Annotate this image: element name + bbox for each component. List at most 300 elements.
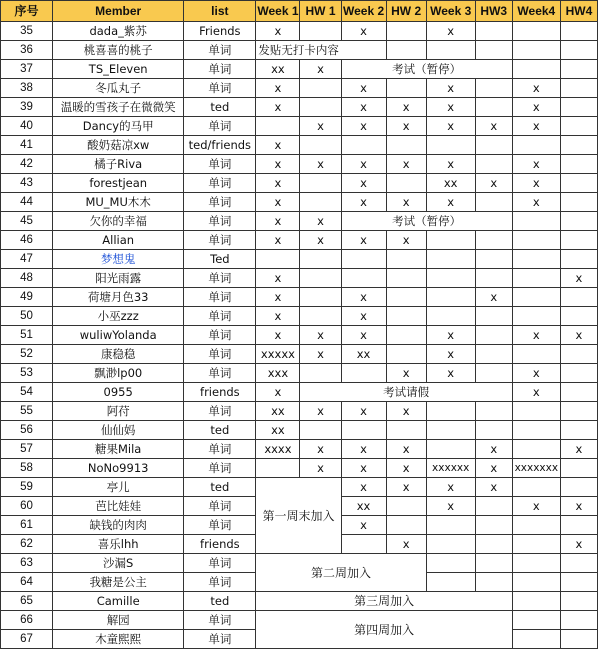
table-row — [1, 269, 598, 288]
cell-week4: x — [512, 117, 560, 136]
row-index: 36 — [1, 41, 53, 60]
row-index: 64 — [1, 573, 53, 592]
row-index: 35 — [1, 22, 53, 41]
cell-hw1 — [300, 250, 341, 269]
header-row — [1, 1, 598, 22]
cell-hw4 — [560, 155, 597, 174]
member-name: 荷塘月色33 — [53, 288, 184, 307]
table-row — [1, 250, 598, 269]
member-name: 木童熙熙 — [53, 630, 184, 649]
cell-week1: x — [256, 193, 300, 212]
row-index: 55 — [1, 402, 53, 421]
member-name: 欠你的幸福 — [53, 212, 184, 231]
cell-week1: x — [256, 269, 300, 288]
cell-week1: xx — [256, 421, 300, 440]
table-row — [1, 136, 598, 155]
cell-week1: x — [256, 307, 300, 326]
row-note: 考试请假 — [300, 383, 512, 402]
cell-week4 — [512, 269, 560, 288]
cell-week2 — [341, 136, 386, 155]
table-row — [1, 611, 598, 630]
cell-week4 — [512, 307, 560, 326]
member-name: forestjean — [53, 174, 184, 193]
cell-hw4 — [560, 402, 597, 421]
week1-join-note: 第一周末加入 — [256, 478, 341, 554]
cell-week1: x — [256, 383, 300, 402]
cell-week2: x — [341, 440, 386, 459]
member-name: Allian — [53, 231, 184, 250]
cell-hw4 — [560, 212, 597, 231]
row-index: 60 — [1, 497, 53, 516]
row-note: 发贴无打卡内容 — [256, 41, 386, 60]
cell-week2: x — [341, 98, 386, 117]
cell-hw1 — [300, 136, 341, 155]
row-index: 51 — [1, 326, 53, 345]
member-name: 康稳稳 — [53, 345, 184, 364]
cell-week3 — [426, 307, 475, 326]
cell-hw2: x — [386, 155, 426, 174]
member-name: 小巫zzz — [53, 307, 184, 326]
cell-hw2 — [386, 250, 426, 269]
cell-hw1 — [300, 98, 341, 117]
cell-hw2: x — [386, 231, 426, 250]
cell-week2 — [341, 364, 386, 383]
table-row — [1, 155, 598, 174]
row-index: 39 — [1, 98, 53, 117]
cell-hw3 — [475, 326, 512, 345]
cell-week3 — [426, 573, 475, 592]
cell-week2: xx — [341, 345, 386, 364]
member-name: 亭儿 — [53, 478, 184, 497]
col-header-week1: Week 1 — [256, 1, 300, 22]
cell-hw1: x — [300, 326, 341, 345]
member-name: 糖果Mila — [53, 440, 184, 459]
cell-hw2 — [386, 288, 426, 307]
table-row — [1, 60, 598, 79]
list-type: 单词 — [184, 231, 256, 250]
cell-week2: x — [341, 22, 386, 41]
cell-week2: x — [341, 459, 386, 478]
cell-hw4 — [560, 307, 597, 326]
cell-hw2 — [386, 516, 426, 535]
cell-week3 — [426, 136, 475, 155]
cell-hw2 — [386, 174, 426, 193]
cell-week3: x — [426, 326, 475, 345]
cell-week2: x — [341, 155, 386, 174]
cell-hw3 — [475, 155, 512, 174]
cell-hw4 — [560, 630, 597, 649]
list-type: 单词 — [184, 307, 256, 326]
cell-week4: x — [512, 326, 560, 345]
col-header-hw4: HW4 — [560, 1, 597, 22]
cell-hw1: x — [300, 231, 341, 250]
list-type: 单词 — [184, 212, 256, 231]
cell-week4: x — [512, 497, 560, 516]
cell-hw4: x — [560, 440, 597, 459]
cell-hw1 — [300, 79, 341, 98]
cell-hw4 — [560, 193, 597, 212]
row-note: 考试（暂停） — [341, 212, 512, 231]
cell-week1: x — [256, 212, 300, 231]
cell-hw4 — [560, 250, 597, 269]
col-header-member: Member — [53, 1, 184, 22]
list-type: 单词 — [184, 288, 256, 307]
cell-week1: x — [256, 98, 300, 117]
cell-hw2: x — [386, 459, 426, 478]
cell-hw3 — [475, 554, 512, 573]
cell-week2: x — [341, 79, 386, 98]
row-index: 44 — [1, 193, 53, 212]
col-header-hw1: HW 1 — [300, 1, 341, 22]
table-row — [1, 307, 598, 326]
cell-week4 — [512, 535, 560, 554]
list-type: ted — [184, 478, 256, 497]
cell-week4 — [512, 554, 560, 573]
cell-week3: x — [426, 478, 475, 497]
cell-hw4 — [560, 459, 597, 478]
cell-week2 — [341, 269, 386, 288]
list-type: 单词 — [184, 364, 256, 383]
cell-week3: x — [426, 497, 475, 516]
cell-week3: x — [426, 364, 475, 383]
row-index: 38 — [1, 79, 53, 98]
list-type: 单词 — [184, 516, 256, 535]
cell-week3 — [426, 269, 475, 288]
cell-week3 — [426, 288, 475, 307]
col-header-week3: Week 3 — [426, 1, 475, 22]
cell-hw4 — [560, 136, 597, 155]
cell-week3: x — [426, 98, 475, 117]
table-row — [1, 326, 598, 345]
cell-hw4 — [560, 364, 597, 383]
cell-week1 — [256, 459, 300, 478]
row-index: 58 — [1, 459, 53, 478]
cell-hw2: x — [386, 364, 426, 383]
cell-hw2 — [386, 497, 426, 516]
cell-hw2 — [386, 307, 426, 326]
cell-hw1 — [300, 364, 341, 383]
table-row — [1, 79, 598, 98]
table-row — [1, 288, 598, 307]
cell-hw2: x — [386, 117, 426, 136]
member-name: MU_MU木木 — [53, 193, 184, 212]
cell-hw4: x — [560, 326, 597, 345]
cell-week1: x — [256, 326, 300, 345]
cell-hw2 — [386, 136, 426, 155]
list-type: 单词 — [184, 155, 256, 174]
cell-week2 — [341, 250, 386, 269]
table-row — [1, 41, 598, 60]
cell-week2: x — [341, 117, 386, 136]
cell-hw3 — [475, 269, 512, 288]
cell-hw4 — [560, 79, 597, 98]
table-row — [1, 554, 598, 573]
cell-week3 — [426, 402, 475, 421]
cell-hw1: x — [300, 212, 341, 231]
cell-hw2: x — [386, 440, 426, 459]
cell-week4 — [512, 212, 560, 231]
table-row — [1, 459, 598, 478]
row-index: 40 — [1, 117, 53, 136]
cell-hw3 — [475, 421, 512, 440]
cell-week3: x — [426, 155, 475, 174]
cell-hw2 — [386, 41, 426, 60]
cell-hw2 — [386, 22, 426, 41]
cell-hw4 — [560, 554, 597, 573]
member-name: dada_紫苏 — [53, 22, 184, 41]
cell-hw2: x — [386, 478, 426, 497]
list-type: ted/friends — [184, 136, 256, 155]
member-name: 酸奶菇凉xw — [53, 136, 184, 155]
cell-hw3 — [475, 22, 512, 41]
cell-week4 — [512, 516, 560, 535]
cell-week2: x — [341, 288, 386, 307]
cell-week3 — [426, 41, 475, 60]
row-index: 37 — [1, 60, 53, 79]
cell-week1: x — [256, 79, 300, 98]
member-name: 梦想鬼 — [53, 250, 184, 269]
cell-hw3 — [475, 345, 512, 364]
cell-hw1 — [300, 421, 341, 440]
row-index: 48 — [1, 269, 53, 288]
member-name: 飘渺lp00 — [53, 364, 184, 383]
list-type: friends — [184, 383, 256, 402]
cell-hw3 — [475, 79, 512, 98]
cell-hw3: x — [475, 174, 512, 193]
cell-hw3 — [475, 307, 512, 326]
table-row — [1, 592, 598, 611]
cell-hw4 — [560, 383, 597, 402]
cell-week2: xx — [341, 497, 386, 516]
cell-week3 — [426, 231, 475, 250]
cell-week4 — [512, 231, 560, 250]
list-type: 单词 — [184, 269, 256, 288]
cell-hw4 — [560, 611, 597, 630]
cell-week3 — [426, 535, 475, 554]
cell-hw3: x — [475, 288, 512, 307]
cell-hw1: x — [300, 60, 341, 79]
cell-week4 — [512, 22, 560, 41]
cell-week1: x — [256, 174, 300, 193]
cell-hw3 — [475, 402, 512, 421]
cell-hw2 — [386, 345, 426, 364]
cell-week3 — [426, 554, 475, 573]
cell-hw4: x — [560, 535, 597, 554]
cell-week4 — [512, 41, 560, 60]
member-name: 沙漏S — [53, 554, 184, 573]
cell-hw2 — [386, 269, 426, 288]
row-index: 49 — [1, 288, 53, 307]
row-index: 41 — [1, 136, 53, 155]
cell-hw3: x — [475, 440, 512, 459]
cell-week1: x — [256, 155, 300, 174]
cell-week1: x — [256, 22, 300, 41]
cell-week4 — [512, 421, 560, 440]
list-type: ted — [184, 592, 256, 611]
table-row — [1, 193, 598, 212]
list-type: 单词 — [184, 497, 256, 516]
member-name: 解园 — [53, 611, 184, 630]
list-type: 单词 — [184, 117, 256, 136]
cell-hw1 — [300, 269, 341, 288]
row-note: 考试（暂停） — [341, 60, 512, 79]
table-row — [1, 402, 598, 421]
cell-week4 — [512, 440, 560, 459]
table-row — [1, 345, 598, 364]
cell-hw1: x — [300, 345, 341, 364]
cell-hw3: x — [475, 478, 512, 497]
cell-week2: x — [341, 174, 386, 193]
table-row — [1, 98, 598, 117]
col-header-week4: Week4 — [512, 1, 560, 22]
member-name: 桃喜喜的桃子 — [53, 41, 184, 60]
cell-hw4 — [560, 421, 597, 440]
cell-week4 — [512, 573, 560, 592]
list-type: 单词 — [184, 611, 256, 630]
cell-week3: x — [426, 117, 475, 136]
list-type: 单词 — [184, 402, 256, 421]
cell-week2: x — [341, 307, 386, 326]
cell-hw1 — [300, 174, 341, 193]
cell-week4 — [512, 592, 560, 611]
cell-week3: x — [426, 79, 475, 98]
cell-hw3 — [475, 497, 512, 516]
row-index: 63 — [1, 554, 53, 573]
list-type: 单词 — [184, 630, 256, 649]
cell-week4 — [512, 611, 560, 630]
cell-hw4 — [560, 288, 597, 307]
list-type: 单词 — [184, 60, 256, 79]
cell-week3: xx — [426, 174, 475, 193]
cell-hw4: x — [560, 269, 597, 288]
cell-week4 — [512, 60, 560, 79]
cell-hw3 — [475, 231, 512, 250]
cell-hw1: x — [300, 440, 341, 459]
cell-hw4 — [560, 117, 597, 136]
cell-week2: x — [341, 193, 386, 212]
row-index: 56 — [1, 421, 53, 440]
cell-hw4 — [560, 98, 597, 117]
col-header-week2: Week 2 — [341, 1, 386, 22]
cell-week4: x — [512, 155, 560, 174]
table-row — [1, 383, 598, 402]
member-name: 温暖的雪孩子在微微笑 — [53, 98, 184, 117]
table-row — [1, 22, 598, 41]
cell-week1: xxxx — [256, 440, 300, 459]
cell-hw1 — [300, 288, 341, 307]
member-name: NoNo9913 — [53, 459, 184, 478]
cell-week2: x — [341, 478, 386, 497]
cell-week1: xxxxx — [256, 345, 300, 364]
row-index: 57 — [1, 440, 53, 459]
cell-hw2: x — [386, 535, 426, 554]
cell-week1: x — [256, 288, 300, 307]
cell-week2 — [341, 421, 386, 440]
row-index: 50 — [1, 307, 53, 326]
cell-hw4 — [560, 573, 597, 592]
row-index: 66 — [1, 611, 53, 630]
cell-hw3 — [475, 516, 512, 535]
cell-week4: x — [512, 383, 560, 402]
cell-hw3 — [475, 98, 512, 117]
table-row — [1, 440, 598, 459]
member-name: 仙仙妈 — [53, 421, 184, 440]
cell-hw3 — [475, 364, 512, 383]
cell-hw4 — [560, 478, 597, 497]
row-index: 52 — [1, 345, 53, 364]
row-index: 46 — [1, 231, 53, 250]
cell-hw2 — [386, 421, 426, 440]
row-index: 62 — [1, 535, 53, 554]
member-name: 喜乐lhh — [53, 535, 184, 554]
list-type: 单词 — [184, 193, 256, 212]
cell-week1: xxx — [256, 364, 300, 383]
table-row — [1, 478, 598, 497]
row-index: 54 — [1, 383, 53, 402]
cell-hw4 — [560, 60, 597, 79]
cell-week4 — [512, 402, 560, 421]
cell-week4: xxxxxxx — [512, 459, 560, 478]
cell-week4 — [512, 478, 560, 497]
col-header-hw2: HW 2 — [386, 1, 426, 22]
cell-week1: x — [256, 231, 300, 250]
member-name: 阿苻 — [53, 402, 184, 421]
cell-week1 — [256, 117, 300, 136]
member-name: wuliwYolanda — [53, 326, 184, 345]
cell-week4 — [512, 250, 560, 269]
list-type: 单词 — [184, 440, 256, 459]
cell-hw4 — [560, 592, 597, 611]
row-index: 47 — [1, 250, 53, 269]
cell-week4: x — [512, 364, 560, 383]
list-type: 单词 — [184, 573, 256, 592]
table-row — [1, 421, 598, 440]
list-type: ted — [184, 421, 256, 440]
cell-hw1 — [300, 307, 341, 326]
row-index: 67 — [1, 630, 53, 649]
cell-hw3: x — [475, 117, 512, 136]
cell-week1: x — [256, 136, 300, 155]
table-row — [1, 174, 598, 193]
cell-hw2: x — [386, 98, 426, 117]
cell-week3 — [426, 250, 475, 269]
cell-hw3 — [475, 136, 512, 155]
table-row — [1, 117, 598, 136]
member-name: TS_Eleven — [53, 60, 184, 79]
list-type: 单词 — [184, 459, 256, 478]
cell-hw1 — [300, 22, 341, 41]
cell-hw3 — [475, 535, 512, 554]
cell-hw3: x — [475, 459, 512, 478]
cell-hw4 — [560, 516, 597, 535]
week4-join-note: 第四周加入 — [256, 611, 512, 649]
cell-week3: x — [426, 22, 475, 41]
member-name: 橘子Riva — [53, 155, 184, 174]
cell-week2: x — [341, 516, 386, 535]
table-row — [1, 364, 598, 383]
list-type: 单词 — [184, 554, 256, 573]
member-name: Camille — [53, 592, 184, 611]
cell-hw3 — [475, 250, 512, 269]
list-type: Friends — [184, 22, 256, 41]
col-header-index: 序号 — [1, 1, 53, 22]
row-index: 65 — [1, 592, 53, 611]
cell-week4: x — [512, 174, 560, 193]
cell-week1 — [256, 250, 300, 269]
cell-week2: x — [341, 231, 386, 250]
cell-hw2 — [386, 326, 426, 345]
member-name: 0955 — [53, 383, 184, 402]
